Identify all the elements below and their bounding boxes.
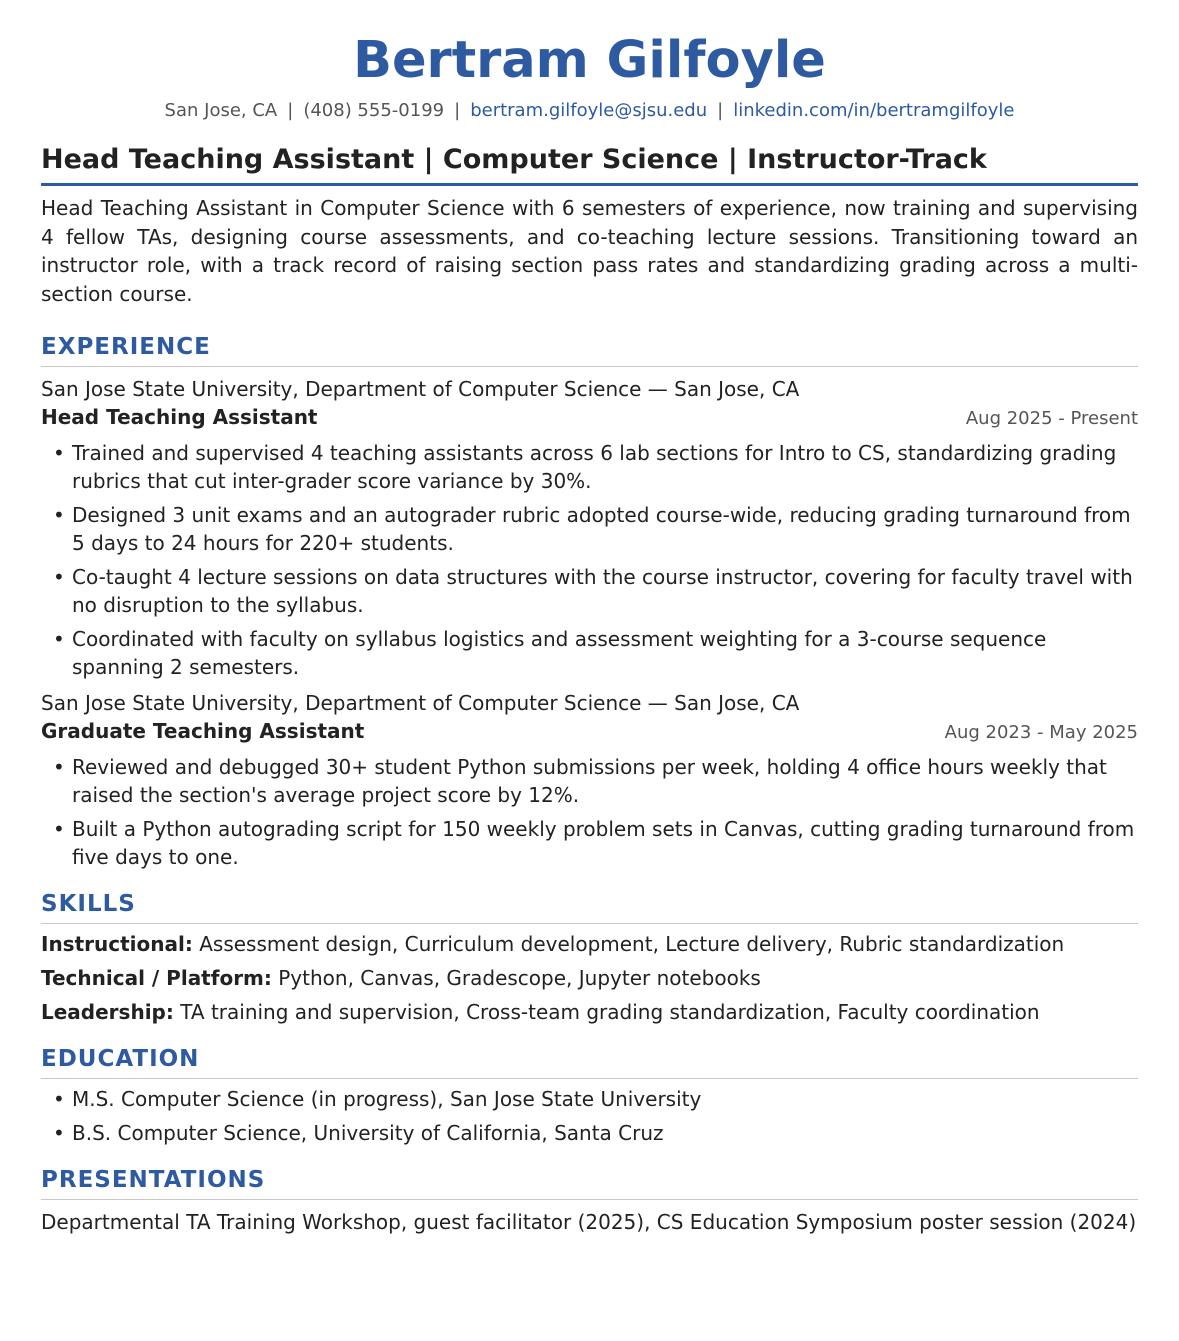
job-organization: San Jose State University, Department of Computer Science — San Jose, CA — [41, 377, 800, 401]
education-text: B.S. Computer Science, University of California, Santa Cruz — [72, 1121, 664, 1145]
bullet-text: Co-taught 4 lecture sessions on data structures with the course instructor, covering for faculty travel with no disruption to the syllabus. — [72, 565, 1133, 617]
phone: (408) 555-0199 — [303, 100, 445, 121]
presentations-heading: PRESENTATIONS — [41, 1165, 1138, 1200]
skill-value: TA training and supervision, Cross-team grading standardization, Faculty coordination — [180, 1000, 1040, 1024]
bullet-dot: • — [53, 1121, 65, 1145]
bullet-text: Trained and supervised 4 teaching assistants across 6 lab sections for Intro to CS, standardizing grading rubrics that cut inter-grader score variance by 30%. — [72, 441, 1117, 493]
bullet-dot: • — [53, 627, 65, 651]
contact-line — [41, 99, 1138, 123]
education-list — [41, 1085, 1138, 1147]
separator: | — [717, 100, 724, 121]
separator: | — [287, 100, 294, 121]
bullet-dot: • — [53, 441, 65, 465]
skill-row — [41, 964, 1138, 992]
bullet-text: Coordinated with faculty on syllabus logistics and assessment weighting for a 3-course sequence spanning 2 semesters. — [72, 627, 1047, 679]
candidate-name: Bertram Gilfoyle — [353, 31, 826, 90]
bullet-text: Built a Python autograding script for 150 weekly problem sets in Canvas, cutting grading turnaround from five days to one. — [72, 817, 1135, 869]
location: San Jose, CA — [164, 100, 278, 121]
job-entry — [41, 689, 1138, 871]
email-link[interactable]: bertram.gilfoyle@sjsu.edu — [470, 100, 708, 121]
job-role: Graduate Teaching Assistant — [41, 719, 365, 743]
skill-row — [41, 930, 1138, 958]
skill-label: Leadership: — [41, 1000, 174, 1024]
job-dates: Aug 2025 - Present — [965, 408, 1138, 429]
job-bullets — [41, 439, 1138, 681]
bullet-item — [41, 563, 1138, 619]
education-item — [41, 1119, 1138, 1147]
skill-value: Python, Canvas, Gradescope, Jupyter notebooks — [278, 966, 761, 990]
summary: Head Teaching Assistant in Computer Science with 6 semesters of experience, now training and supervising 4 fellow TAs, designing course assessments, and co-teaching lecture sessions. Transitioning toward an instructor role, with a track record of raising section pass rates and standardizing grading across a multi-section course. — [41, 196, 1138, 306]
headline: Head Teaching Assistant | Computer Science | Instructor-Track — [41, 143, 1138, 186]
bullet-dot: • — [53, 1087, 65, 1111]
bullet-dot: • — [53, 755, 65, 779]
skill-row — [41, 998, 1138, 1026]
bullet-dot: • — [53, 503, 65, 527]
bullet-text: Designed 3 unit exams and an autograder rubric adopted course-wide, reducing grading turnaround from 5 days to 24 hours for 220+ students. — [72, 503, 1131, 555]
bullet-item — [41, 625, 1138, 681]
bullet-dot: • — [53, 817, 65, 841]
bullet-item — [41, 501, 1138, 557]
education-text: M.S. Computer Science (in progress), San Jose State University — [72, 1087, 702, 1111]
skill-label: Technical / Platform: — [41, 966, 272, 990]
job-role: Head Teaching Assistant — [41, 405, 318, 429]
presentations-text: Departmental TA Training Workshop, guest facilitator (2025), CS Education Symposium poster session (2024) — [41, 1210, 1137, 1234]
bullet-dot: • — [53, 565, 65, 589]
job-bullets — [41, 753, 1138, 871]
skill-value: Assessment design, Curriculum development, Lecture delivery, Rubric standardization — [199, 932, 1065, 956]
job-role-row — [41, 717, 1138, 747]
education-heading: EDUCATION — [41, 1044, 1138, 1079]
skill-label: Instructional: — [41, 932, 193, 956]
bullet-item — [41, 815, 1138, 871]
job-organization: San Jose State University, Department of Computer Science — San Jose, CA — [41, 691, 800, 715]
job-dates: Aug 2023 - May 2025 — [944, 722, 1138, 743]
separator: | — [454, 100, 461, 121]
education-item — [41, 1085, 1138, 1113]
job-role-row — [41, 403, 1138, 433]
job-entry — [41, 375, 1138, 681]
skills-heading: SKILLS — [41, 889, 1138, 924]
linkedin-link[interactable]: linkedin.com/in/bertramgilfoyle — [733, 100, 1015, 121]
bullet-item — [41, 753, 1138, 809]
bullet-text: Reviewed and debugged 30+ student Python submissions per week, holding 4 office hours weekly that raised the section's average project score by 12%. — [72, 755, 1107, 807]
experience-heading: EXPERIENCE — [41, 332, 1138, 367]
bullet-item — [41, 439, 1138, 495]
